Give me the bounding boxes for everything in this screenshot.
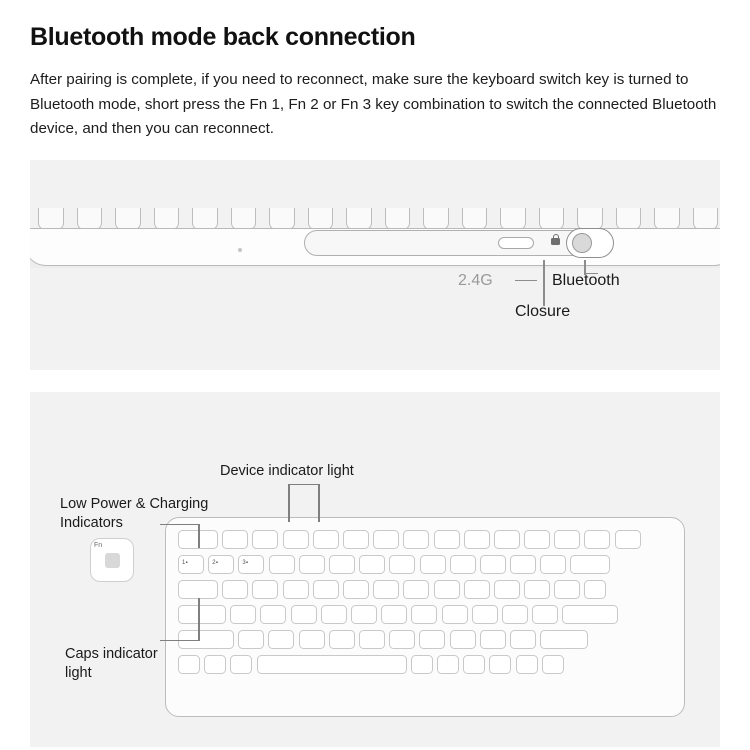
key	[540, 555, 566, 574]
key	[464, 580, 490, 599]
key	[381, 605, 407, 624]
key-bottom	[77, 208, 103, 230]
key	[269, 555, 295, 574]
keyboard-row-5	[178, 630, 588, 649]
key	[584, 580, 606, 599]
keyboard-row-4	[178, 605, 618, 624]
key	[329, 630, 355, 649]
key	[434, 530, 460, 549]
key-win	[204, 655, 226, 674]
key-space	[257, 655, 407, 674]
key	[222, 580, 248, 599]
label-closure: Closure	[515, 302, 571, 320]
key	[373, 580, 399, 599]
label-bluetooth: Bluetooth	[552, 271, 620, 289]
key	[450, 555, 476, 574]
key-bottom	[500, 208, 526, 230]
leader-caps-horizontal	[160, 640, 200, 642]
key	[313, 530, 339, 549]
key	[238, 630, 264, 649]
keyboard-row-fn	[178, 555, 610, 574]
figure-indicators-panel	[30, 392, 720, 747]
key-bottom	[462, 208, 488, 230]
key	[442, 605, 468, 624]
key	[464, 530, 490, 549]
key	[283, 580, 309, 599]
keyboard-row-1	[178, 530, 641, 549]
key	[389, 630, 415, 649]
key-backspace	[570, 555, 610, 574]
fn-key-glyph	[105, 553, 120, 568]
key	[313, 580, 339, 599]
keyboard-screw-dot	[238, 248, 242, 252]
key	[389, 555, 415, 574]
key	[359, 630, 385, 649]
usb-c-port-icon	[498, 237, 534, 249]
label-low-power-line1: Low Power & Charging	[60, 495, 209, 512]
key	[615, 530, 641, 549]
key	[510, 630, 536, 649]
leader-device-vertical-1	[288, 484, 290, 522]
key	[494, 530, 520, 549]
key	[283, 530, 309, 549]
page-title: Bluetooth mode back connection	[30, 23, 416, 51]
key	[524, 580, 550, 599]
key	[584, 530, 610, 549]
key-bottom	[346, 208, 372, 230]
document-page	[0, 22, 750, 750]
body-paragraph: After pairing is complete, if you need to reconnect, make sure the keyboard switch key is turned to Bluetooth mode, short press the Fn 1, Fn 2 or Fn 3 key combination to switch the connected Bluetooth device, and then you can reconnect.	[30, 71, 717, 138]
key	[343, 580, 369, 599]
figure-switch-panel	[30, 160, 720, 370]
key-shift-right	[540, 630, 588, 649]
key	[472, 605, 498, 624]
leader-line-24g	[515, 280, 537, 282]
key-arrow-right	[542, 655, 564, 674]
key	[329, 555, 355, 574]
key-alt-right	[411, 655, 433, 674]
key	[359, 555, 385, 574]
key-bottom	[308, 208, 334, 230]
key	[494, 580, 520, 599]
label-caps-line2: light	[65, 665, 92, 682]
key-bottom	[154, 208, 180, 230]
key-bottom	[577, 208, 603, 230]
key-bottom	[616, 208, 642, 230]
label-low-power-line2: Indicators	[60, 515, 123, 532]
leader-line-closure	[543, 260, 545, 306]
label-device-indicator: Device indicator light	[220, 462, 354, 479]
key-bottom	[231, 208, 257, 230]
fn-key-callout	[90, 538, 134, 582]
key	[321, 605, 347, 624]
fn-key-label: Fn	[94, 541, 103, 549]
key-bottom	[423, 208, 449, 230]
key	[252, 580, 278, 599]
keyboard-row-6	[178, 655, 564, 674]
key	[502, 605, 528, 624]
key	[463, 655, 485, 674]
key-bottom	[269, 208, 295, 230]
key	[343, 530, 369, 549]
key-fn1-label: 1▪	[182, 559, 188, 566]
key	[437, 655, 459, 674]
key-fn2-label: 2▪	[212, 559, 219, 566]
key-fn1	[178, 555, 204, 574]
key-caps-lock	[178, 605, 226, 624]
key	[291, 605, 317, 624]
key	[554, 530, 580, 549]
key	[419, 630, 445, 649]
leader-device-vertical-2	[318, 484, 320, 522]
leader-caps-vertical	[198, 598, 200, 641]
key	[420, 555, 446, 574]
key	[268, 630, 294, 649]
slide-switch-knob[interactable]	[572, 233, 592, 253]
key	[554, 580, 580, 599]
keyboard-top-view	[165, 517, 685, 717]
key	[299, 555, 325, 574]
key-arrow-up-down	[516, 655, 538, 674]
label-caps-line1: Caps indicator	[65, 645, 158, 662]
key	[480, 630, 506, 649]
key	[299, 630, 325, 649]
label-low-power	[60, 495, 208, 534]
key	[524, 530, 550, 549]
key-fn3	[238, 555, 264, 574]
key	[450, 630, 476, 649]
key-ctrl	[178, 655, 200, 674]
keyboard-key-row-bottoms	[38, 208, 718, 230]
key	[230, 605, 256, 624]
key	[510, 555, 536, 574]
key-alt	[230, 655, 252, 674]
key	[403, 530, 429, 549]
key-tab	[178, 580, 218, 599]
label-2-4g: 2.4G	[458, 271, 493, 289]
key-bottom	[115, 208, 141, 230]
key	[222, 530, 248, 549]
keyboard-row-3	[178, 580, 606, 599]
key-enter	[562, 605, 618, 624]
key-arrow-left	[489, 655, 511, 674]
key	[403, 580, 429, 599]
key-bottom	[38, 208, 64, 230]
key-fn3-label: 3▪	[242, 559, 249, 566]
key-fn2	[208, 555, 234, 574]
key	[351, 605, 377, 624]
key	[260, 605, 286, 624]
leader-device-horizontal	[288, 484, 319, 486]
key	[434, 580, 460, 599]
key	[411, 605, 437, 624]
key-bottom	[539, 208, 565, 230]
key-bottom	[192, 208, 218, 230]
label-caps-indicator	[65, 645, 158, 684]
key	[373, 530, 399, 549]
key	[252, 530, 278, 549]
key-bottom	[693, 208, 719, 230]
key	[480, 555, 506, 574]
key	[532, 605, 558, 624]
key-bottom	[385, 208, 411, 230]
key-bottom	[654, 208, 680, 230]
lock-icon	[551, 234, 560, 245]
